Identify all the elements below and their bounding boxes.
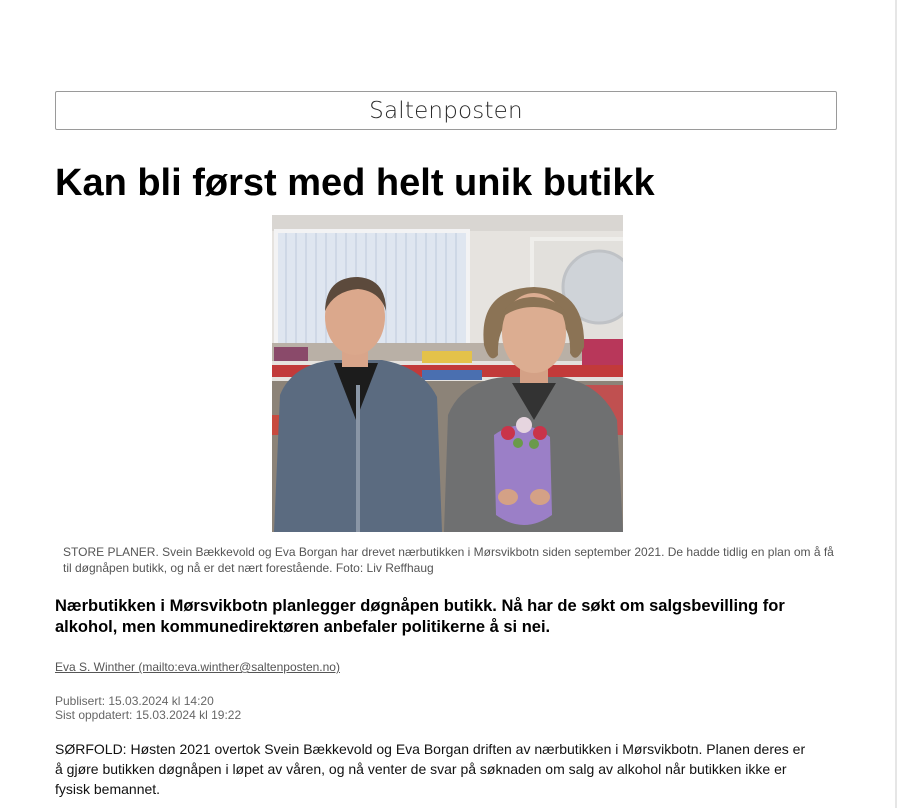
article-headline: Kan bli først med helt unik butikk: [55, 162, 655, 204]
article-dates: [55, 694, 241, 722]
published-date: Publisert: 15.03.2024 kl 14:20: [55, 694, 214, 708]
article-body: SØRFOLD: Høsten 2021 overtok Svein Bækkevold og Eva Borgan driften av nærbutikken i Mørsvikbotn. Planen deres er å gjøre butikken døgnåpen i løpet av våren, og nå venter de svar på søknaden om salg av alkohol når butikken ikke er fysisk bemannet.: [55, 741, 806, 797]
photo-caption: STORE PLANER. Svein Bækkevold og Eva Borgan har drevet nærbutikken i Mørsvikbotn siden september 2021. De hadde tidlig en plan om å få til døgnåpen butikk, og nå er det nært forestående. Foto: Liv Reffhaug: [63, 545, 834, 575]
updated-date: Sist oppdatert: 15.03.2024 kl 19:22: [55, 708, 242, 722]
article-lead: Nærbutikken i Mørsvikbotn planlegger døgnåpen butikk. Nå har de søkt om salgsbevilling for alkohol, men kommunedirektøren anbefaler politikerne å si nei.: [55, 597, 785, 636]
article-photo: [272, 215, 623, 532]
author-link[interactable]: Eva S. Winther (mailto:eva.winther@saltenposten.no): [55, 660, 340, 674]
masthead-logo[interactable]: Saltenposten: [55, 91, 837, 130]
